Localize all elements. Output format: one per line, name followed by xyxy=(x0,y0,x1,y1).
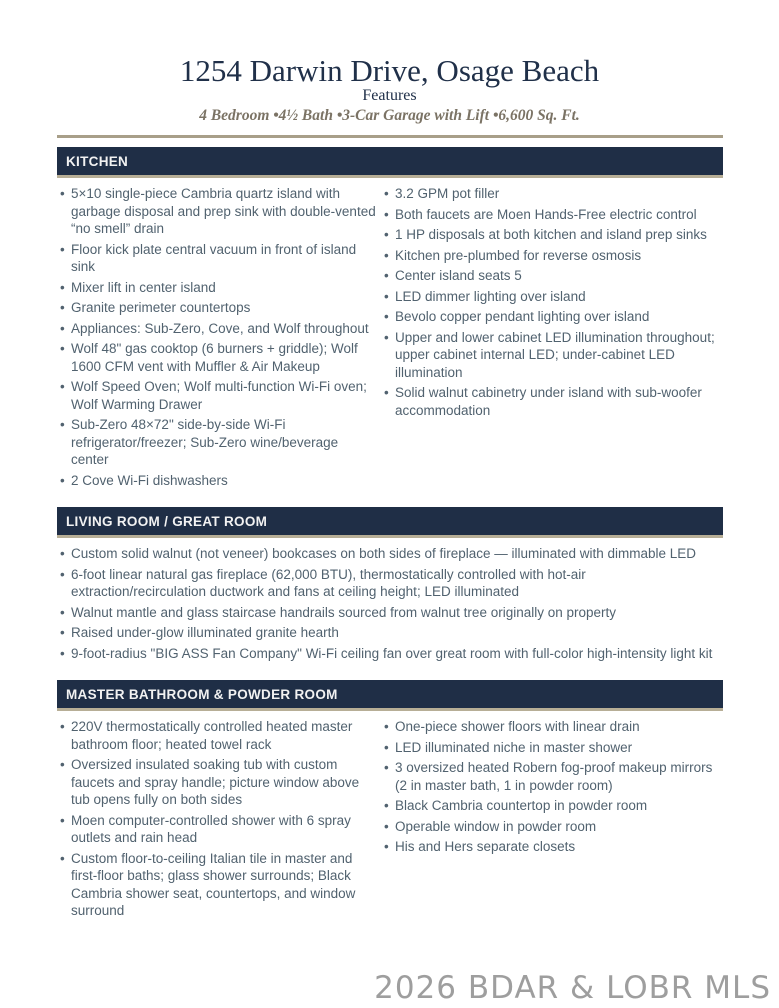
page-title: 1254 Darwin Drive, Osage Beach xyxy=(179,53,600,88)
feature-item: • 5×10 single-piece Cambria quartz island with garbage disposal and prep sink with double-vented “no smell” drain xyxy=(59,185,376,238)
feature-item: • Custom floor-to-ceiling Italian tile in master and first-floor baths; glass shower surrounds; Black Cambria shower seat, countertops, and window surround xyxy=(59,850,376,920)
feature-section xyxy=(57,680,723,926)
feature-item: • Center island seats 5 xyxy=(383,267,723,285)
feature-section xyxy=(57,147,723,495)
feature-item: • Oversized insulated soaking tub with custom faucets and spray handle; picture window above tub opens fully on both sides xyxy=(59,756,376,809)
feature-item: • 3.2 GPM pot filler xyxy=(383,185,723,203)
feature-item: • Bevolo copper pendant lighting over island xyxy=(383,308,723,326)
header-divider xyxy=(57,135,723,138)
feature-item: • Appliances: Sub-Zero, Cove, and Wolf throughout xyxy=(59,320,376,338)
page-header xyxy=(0,0,779,125)
feature-item: • Black Cambria countertop in powder room xyxy=(383,797,723,815)
feature-list xyxy=(383,185,723,492)
feature-item: • Walnut mantle and glass staircase handrails sourced from walnut tree originally on property xyxy=(59,604,723,622)
feature-item: • Solid walnut cabinetry under island with sub-woofer accommodation xyxy=(383,384,723,419)
feature-item: • 9-foot-radius "BIG ASS Fan Company" Wi-Fi ceiling fan over great room with full-color high-intensity light kit xyxy=(59,645,723,663)
feature-item: • Both faucets are Moen Hands-Free electric control xyxy=(383,206,723,224)
section-body xyxy=(57,538,723,668)
feature-item: • Raised under-glow illuminated granite hearth xyxy=(59,624,723,642)
feature-item: • Upper and lower cabinet LED illumination throughout; upper cabinet internal LED; under-cabinet LED illumination xyxy=(383,329,723,382)
feature-item: • 1 HP disposals at both kitchen and island prep sinks xyxy=(383,226,723,244)
feature-item: • LED illuminated niche in master shower xyxy=(383,739,723,757)
section-body xyxy=(57,178,723,495)
feature-item: • Mixer lift in center island xyxy=(59,279,376,297)
feature-list xyxy=(383,718,723,923)
feature-item: • Granite perimeter countertops xyxy=(59,299,376,317)
feature-item: • 2 Cove Wi-Fi dishwashers xyxy=(59,472,376,490)
feature-list xyxy=(59,545,723,662)
feature-item: • Floor kick plate central vacuum in front of island sink xyxy=(59,241,376,276)
feature-item: • Sub-Zero 48×72" side-by-side Wi-Fi refrigerator/freezer; Sub-Zero wine/beverage center xyxy=(59,416,376,469)
feature-list xyxy=(59,718,376,923)
feature-item: • Custom solid walnut (not veneer) bookcases on both sides of fireplace — illuminated with dimmable LED xyxy=(59,545,723,563)
feature-item: • Moen computer-controlled shower with 6 spray outlets and rain head xyxy=(59,812,376,847)
feature-item: • His and Hers separate closets xyxy=(383,838,723,856)
feature-item: • Kitchen pre-plumbed for reverse osmosis xyxy=(383,247,723,265)
section-body xyxy=(57,711,723,926)
section-title: MASTER BATHROOM & POWDER ROOM xyxy=(66,687,338,703)
section-title: LIVING ROOM / GREAT ROOM xyxy=(66,514,268,530)
feature-item: • 6-foot linear natural gas fireplace (62,000 BTU), thermostatically controlled with hot-air extraction/recirculation ductwork and fans at ceiling height; LED illuminated xyxy=(59,566,723,601)
feature-item: • LED dimmer lighting over island xyxy=(383,288,723,306)
feature-item: • Wolf Speed Oven; Wolf multi-function Wi-Fi oven; Wolf Warming Drawer xyxy=(59,378,376,413)
feature-list xyxy=(59,185,376,492)
property-summary: 4 Bedroom •4½ Bath •3-Car Garage with Lift •6,600 Sq. Ft. xyxy=(199,107,580,125)
feature-item: • 220V thermostatically controlled heated master bathroom floor; heated towel rack xyxy=(59,718,376,753)
feature-item: • One-piece shower floors with linear drain xyxy=(383,718,723,736)
section-title: KITCHEN xyxy=(66,154,129,170)
section-header xyxy=(57,507,723,538)
mls-watermark: 2026 BDAR & LOBR MLS xyxy=(374,970,771,1006)
section-header xyxy=(57,680,723,711)
feature-section xyxy=(57,507,723,668)
feature-item: • 3 oversized heated Robern fog-proof makeup mirrors (2 in master bath, 1 in powder room) xyxy=(383,759,723,794)
sections-container xyxy=(57,147,723,926)
page-subtitle: Features xyxy=(362,87,417,105)
section-header xyxy=(57,147,723,178)
feature-item: • Operable window in powder room xyxy=(383,818,723,836)
feature-item: • Wolf 48" gas cooktop (6 burners + griddle); Wolf 1600 CFM vent with Muffler & Air Makeup xyxy=(59,340,376,375)
